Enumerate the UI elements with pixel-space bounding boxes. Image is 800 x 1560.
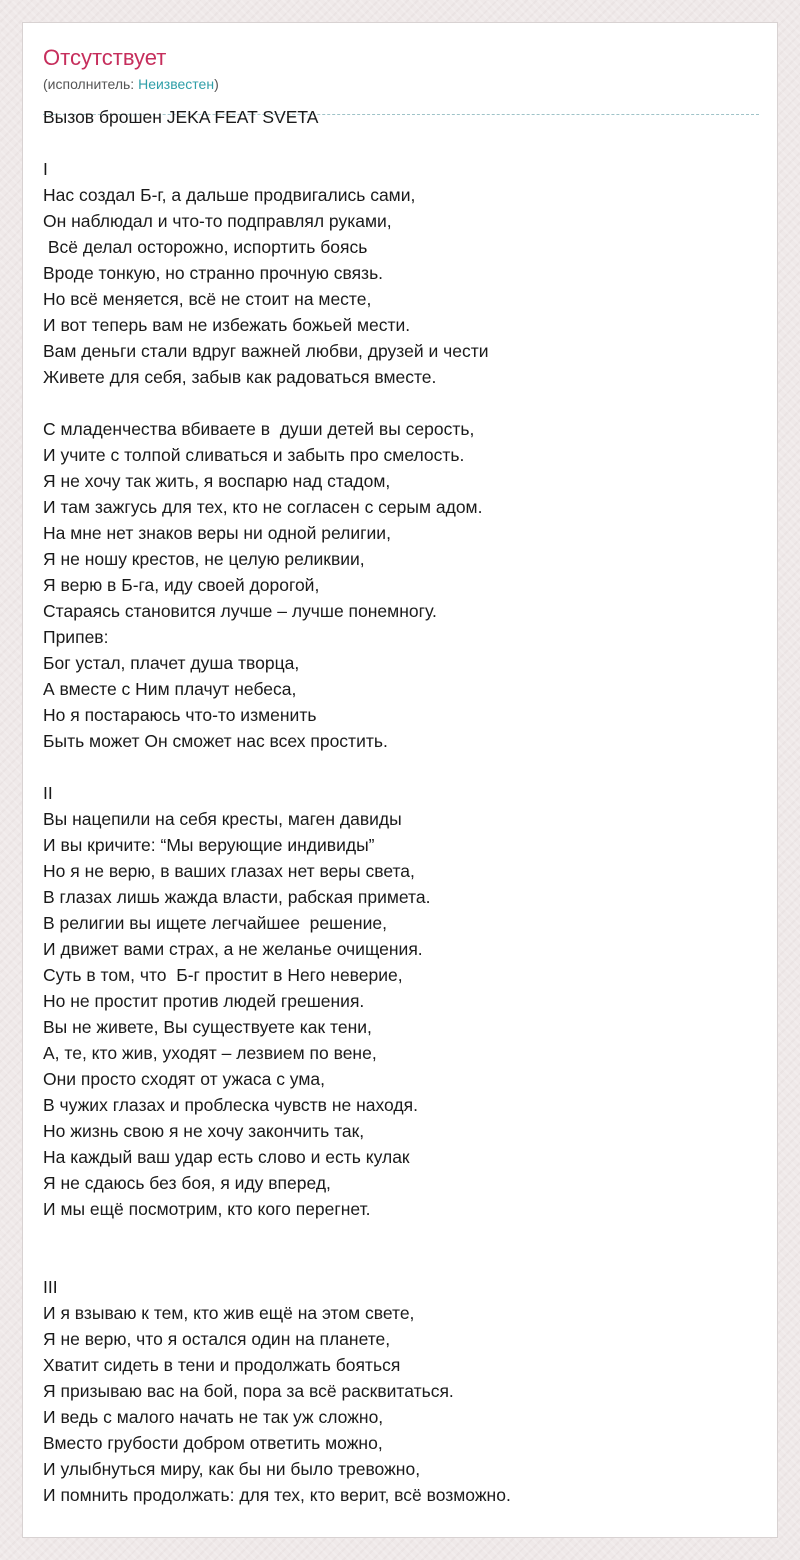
artist-line	[43, 73, 219, 95]
artist-prefix: (исполнитель:	[43, 76, 139, 92]
lyrics-text: Вызов брошен JEKA FEAT SVETA I Нас создал Б-г, а дальше продвигались сами, Он наблюдал и что-то подправлял руками, Всё делал осторожно, испортить боясь Вроде тонкую, но странно прочную связь. Но всё меняется, всё не стоит на месте, И вот теперь вам не избежать божьей мести. Вам деньги стали вдруг важней любви, друзей и чести Живете для себя, забыв как радоваться вместе. С младенчества вбиваете в души детей вы серость, И учите с толпой сливаться и забыть про смелость. Я не хочу так жить, я воспарю над стадом, И там зажгусь для тех, кто не согласен с серым адом. На мне нет знаков веры ни одной религии, Я не ношу крестов, не целую реликвии, Я верю в Б-га, иду своей дорогой, Стараясь становится лучше – лучше понемногу. Припев: Бог устал, плачет душа творца, А вместе с Ним плачут небеса, Но я постараюсь что-то изменить Быть может Он сможет нас всех простить. II Вы нацепили на себя кресты, маген давиды И вы кричите: “Мы верующие индивиды” Но я не верю, в ваших глазах нет веры света, В глазах лишь жажда власти, рабская примета. В религии вы ищете легчайшее решение, И движет вами страх, а не желанье очищения. Суть в том, что Б-г простит в Него неверие, Но не простит против людей грешения. Вы не живете, Вы существуете как тени, А, те, кто жив, уходят – лезвием по вене, Они просто сходят от ужаса с ума, В чужих глазах и проблеска чувств не находя. Но жизнь свою я не хочу закончить так, На каждый ваш удар есть слово и есть кулак Я не сдаюсь без боя, я иду вперед, И мы ещё посмотрим, кто кого перегнет. III И я взываю к тем, кто жив ещё на этом свете, Я не верю, что я остался один на планете, Хватит сидеть в тени и продолжать бояться Я призываю вас на бой, пора за всё расквитаться. И ведь с малого начать не так уж сложно, Вместо грубости добром ответить можно, И улыбнуться миру, как бы ни было тревожно, И помнить продолжать: для тех, кто верит, всё возможно.	[43, 107, 511, 1505]
artist-suffix: )	[214, 76, 219, 92]
song-title: Отсутствует	[43, 45, 167, 70]
lyrics-card	[22, 22, 778, 1538]
artist-link[interactable]: Неизвестен	[138, 76, 215, 92]
